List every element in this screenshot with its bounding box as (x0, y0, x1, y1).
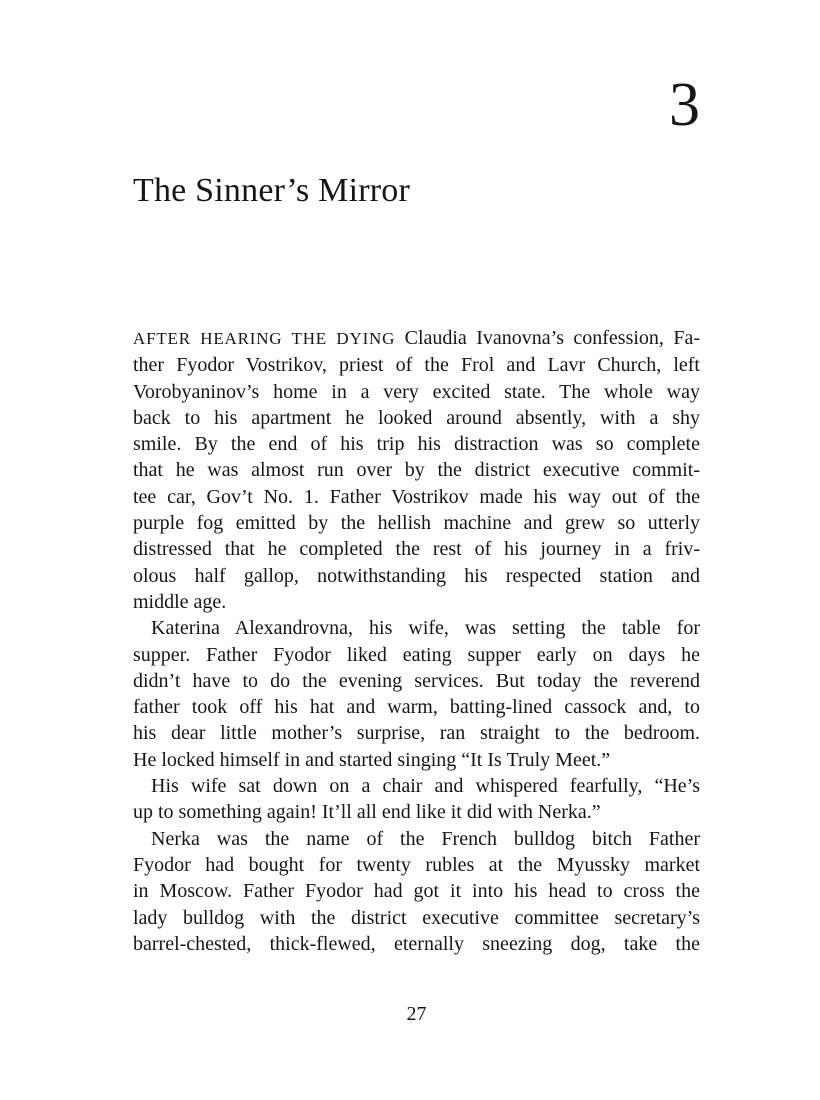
chapter-number: 3 (669, 71, 700, 139)
body-line (133, 325, 700, 352)
body-line: olous half gallop, notwithstanding his respected station and (133, 564, 700, 587)
body-line: father took off his hat and warm, batting-lined cassock and, to (133, 696, 700, 719)
body-line: He locked himself in and started singing “It Is Truly Meet.” (133, 748, 611, 771)
body-line: middle age. (133, 590, 227, 613)
body-line: Fyodor had bought for twenty rubles at the Myussky market (133, 853, 700, 876)
body-line: Katerina Alexandrovna, his wife, was setting the table for (151, 617, 700, 640)
body-line: Nerka was the name of the French bulldog bitch Father (151, 827, 700, 850)
body-line: in Moscow. Father Fyodor had got it into his head to cross the (133, 880, 700, 903)
page-number: 27 (406, 1003, 427, 1025)
chapter-title: The Sinner’s Mirror (133, 172, 411, 209)
body-line: smile. By the end of his trip his distraction was so complete (133, 433, 700, 456)
body-line: supper. Father Fyodor liked eating supper early on days he (133, 643, 700, 666)
body-line-text: Claudia Ivanovna’s confession, Fa- (395, 327, 700, 349)
body-line: His wife sat down on a chair and whispered fearfully, “He’s (151, 775, 700, 798)
body-text (133, 325, 700, 957)
body-line: back to his apartment he looked around absently, with a shy (133, 406, 700, 429)
body-line: purple fog emitted by the hellish machine and grew so utterly (133, 512, 700, 535)
body-line: ther Fyodor Vostrikov, priest of the Frol and Lavr Church, left (133, 354, 700, 377)
body-line: his dear little mother’s surprise, ran straight to the bedroom. (133, 722, 700, 745)
body-line: tee car, Gov’t No. 1. Father Vostrikov made his way out of the (133, 485, 700, 508)
body-line: that he was almost run over by the district executive commit- (133, 459, 700, 482)
body-line: up to something again! It’ll all end like it did with Nerka.” (133, 801, 601, 824)
body-line: barrel-chested, thick-flewed, eternally sneezing dog, take the (133, 932, 700, 955)
body-line: distressed that he completed the rest of his journey in a friv- (133, 538, 700, 561)
body-line: lady bulldog with the district executive committee secretary’s (133, 906, 700, 929)
body-line: Vorobyaninov’s home in a very excited state. The whole way (133, 380, 700, 403)
body-line: didn’t have to do the evening services. But today the reverend (133, 669, 700, 692)
small-caps-lead: AFTER HEARING THE DYING (133, 329, 396, 348)
